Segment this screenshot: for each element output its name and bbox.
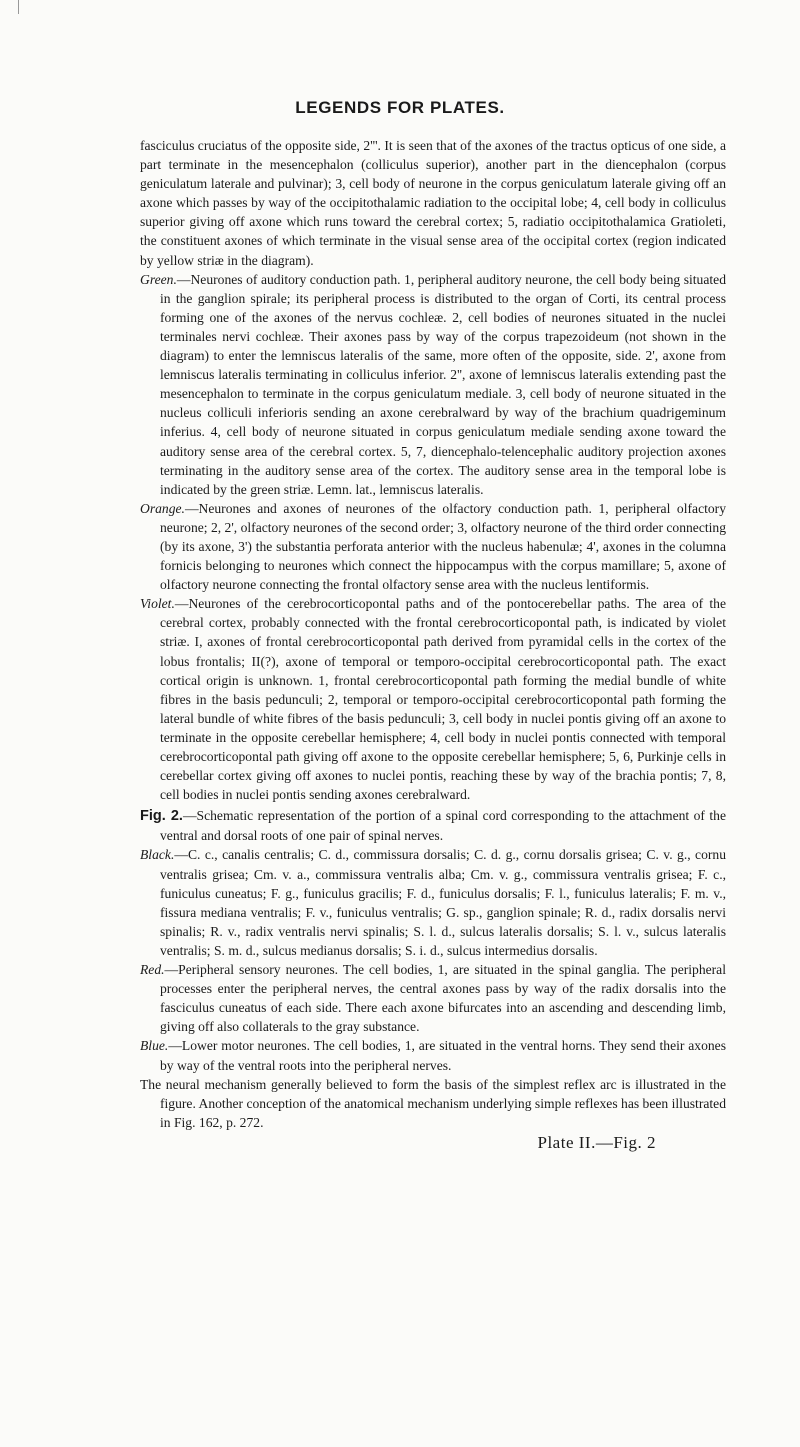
legend-orange-text: —Neurones and axones of neurones of the olfactory conduction path. 1, peripheral olfactory neurone; 2, 2', olfactory neurones of the second order; 3, olfactory neurone of the third order connecting (by its axone, 3') the substantia perforata anterior with the nucleus habenulæ; 4', axones in the columna fornicis belonging to neurones which connect the hippocampus with the corpus mamillare; 5, axone of olfactory neurone connecting the frontal olfactory sense area with the nucleus lentiformis. <box>160 500 727 593</box>
legend-green <box>140 270 726 499</box>
legend-blue <box>140 1036 726 1074</box>
plate-caption: Plate II.—Fig. 2 <box>537 1132 656 1152</box>
legend-green-text: —Neurones of auditory conduction path. 1, peripheral auditory neurone, the cell body being situated in the ganglion spirale; its peripheral process is distributed to the organ of Corti, its central process forming one of the axones of the nervus cochleæ. 2, cell bodies of neurones situated in the nuclei terminales nervi cochleæ. Their axones pass by way of the corpus trapezoideum (not shown in the diagram) to enter the lemniscus lateralis of the same, more often of the opposite, side. 2', axone from lemniscus lateralis terminating in colliculus inferior. 2'', axone of lemniscus lateralis extending past the mesencephalon to terminate in the corpus geniculatum mediale. 3, cell body of neurone situated in the nucleus colliculi inferioris sending an axone cerebralward by way of the brachium quadrigeminum inferius. 4, cell body of neurone situated in corpus geniculatum mediale sending axone toward the auditory sense area of the cerebral cortex. 5, 7, diencephalo-telencephalic auditory projection axones terminating in the auditory sense area of the cortex. The auditory sense area in the temporal lobe is indicated by the green striæ. Lemn. lat., lemniscus lateralis. <box>160 271 726 497</box>
legend-body <box>140 136 726 1154</box>
legend-blue-text: —Lower motor neurones. The cell bodies, 1, are situated in the ventral horns. They send their axones by way of the ventral roots into the peripheral nerves. <box>160 1038 726 1073</box>
legend-orange <box>140 499 726 594</box>
figure-2-text: —Schematic representation of the portion of a spinal cord corresponding to the attachment of the ventral and dorsal roots of one pair of spinal nerves. <box>160 808 726 844</box>
legend-black <box>140 845 726 960</box>
legend-violet <box>140 594 726 804</box>
legend-black-label: Black. <box>140 847 175 863</box>
page-heading: LEGENDS FOR PLATES. <box>295 98 505 117</box>
legend-orange-label: Orange. <box>140 500 185 516</box>
legend-red <box>140 960 726 1036</box>
legend-violet-text: —Neurones of the cerebrocorticopontal paths and of the pontocerebellar paths. The area of the cerebral cortex, probably connected with the frontal cerebrocorticopontal path, is indicated by violet striæ. I, axones of frontal cerebrocorticopontal path derived from pyramidal cells in the cortex of the lobus frontalis; II(?), axone of temporal or temporo-occipital cerebrocorticopontal path. The exact cortical origin is unknown. 1, frontal cerebrocorticopontal path forming the medial bundle of white fibres in the basis pedunculi; 2, temporal or temporo-occipital cerebrocorticopontal path forming the lateral bundle of white fibres of the basis pedunculi; 3, cell body in nuclei pontis giving off an axone to terminate in the opposite cerebellar hemisphere; 4, cell body in nuclei pontis connected with temporal cerebrocorticopontal path giving off axone to the opposite cerebellar hemisphere; 5, 6, Purkinje cells in cerebellar cortex giving off axones to nuclei pontis, reaching these by way of the brachia pontis; 7, 8, cell bodies in nuclei pontis sending axones cerebralward. <box>160 596 726 803</box>
legend-violet-label: Violet. <box>140 596 175 612</box>
legend-blue-label: Blue. <box>140 1038 169 1054</box>
continuation-paragraph: fasciculus cruciatus of the opposite side, 2'''. It is seen that of the axones of the tractus opticus of one side, a part terminate in the mesencephalon (colliculus superior), another part in the diencephalon (corpus geniculatum laterale and pulvinar); 3, cell body of neurone in the corpus geniculatum laterale giving off an axone which passes by way of the occipitothalamic radiation to the occipital lobe; 4, cell body in colliculus superior giving off axone which runs toward the cerebral cortex; 5, radiatio occipitothalamica Gratioleti, the constituent axones of which terminate in the visual sense area of the occipital cortex (region indicated by yellow striæ in the diagram). <box>140 138 726 268</box>
legend-red-label: Red. <box>140 962 165 978</box>
figure-2-label: Fig. 2. <box>140 808 183 825</box>
legend-black-text: —C. c., canalis centralis; C. d., commissura dorsalis; C. d. g., cornu dorsalis grisea; C. v. g., cornu ventralis grisea; Cm. v. a., commissura ventralis alba; Cm. v. g., commissura ventralis grisea; F. c., funiculus cuneatus; F. g., funiculus gracilis; F. d., funiculus dorsalis; F. l., funiculus lateralis; F. m. v., fissura mediana ventralis; F. v., funiculus ventralis; G. sp., ganglion spinale; R. d., radix dorsalis nervi spinalis; R. v., radix ventralis nervi spinalis; S. l. d., sulcus lateralis dorsalis; S. l. v., sulcus lateralis ventralis; S. m. d., sulcus medianus dorsalis; S. i. d., sulcus intermedius dorsalis. <box>160 847 726 958</box>
legend-red-text: —Peripheral sensory neurones. The cell bodies, 1, are situated in the spinal ganglia. The peripheral processes enter the peripheral nerves, the central axones pass by way of the radix dorsalis into the fasciculus cuneatus of each side. There each axone bifurcates into an ascending and descending limb, giving off also collaterals to the gray substance. <box>160 962 726 1035</box>
closing-paragraph: The neural mechanism generally believed to form the basis of the simplest reflex arc is illustrated in the figure. Another conception of the anatomical mechanism underlying simple reflexes has been illustrated in Fig. 162, p. 272. <box>140 1076 726 1130</box>
figure-2-legend <box>140 806 726 845</box>
page-edge-mark <box>18 0 19 14</box>
legend-green-label: Green. <box>140 271 177 287</box>
